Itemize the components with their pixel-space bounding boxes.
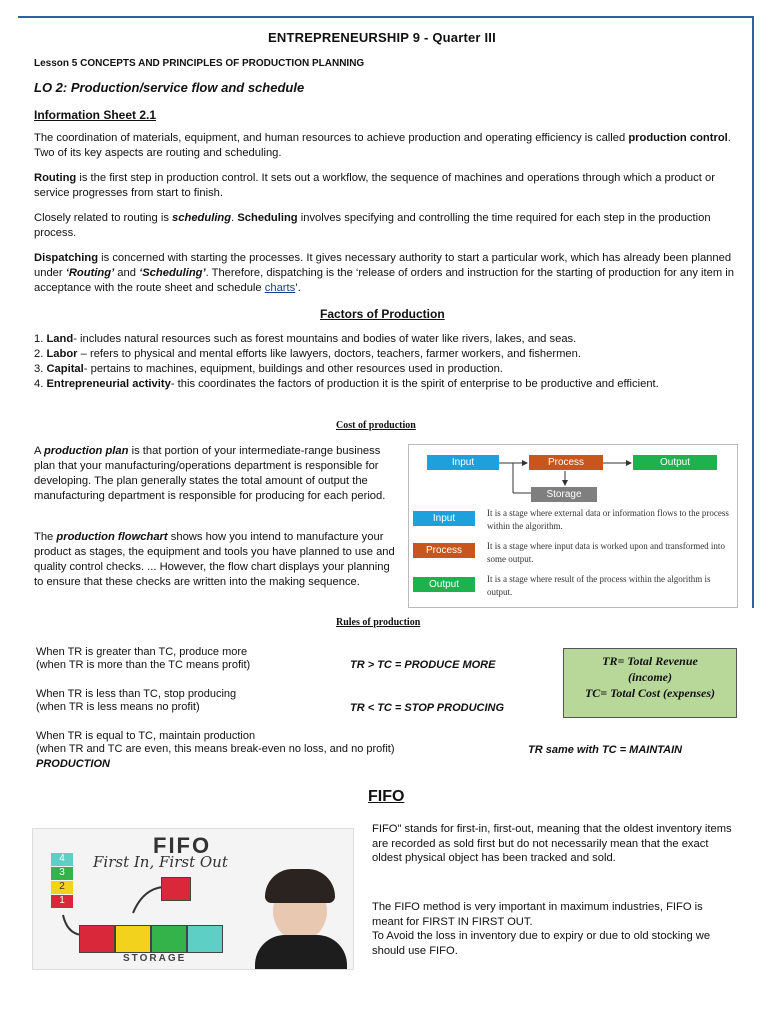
info-sheet-heading: Information Sheet 2.1 [34, 108, 157, 122]
flow-storage-box: Storage [531, 487, 597, 502]
paragraph-flowchart: The production flowchart shows how you intend to manufacture your product as stages, the equipment and tools you have planned to use and quality control checks. ... However, the flow chart displays your planning to ensure that these checks are written into the making sequence. [34, 531, 395, 588]
tr-tc-definition-box: TR= Total Revenue (income) TC= Total Cost (expenses) [563, 648, 737, 718]
fifo-heading: FIFO [368, 788, 405, 805]
fifo-importance: The FIFO method is very important in maximum industries, FIFO is meant for FIRST IN FIRST OUT. [372, 901, 703, 928]
fifo-img-title: FIFO [153, 833, 212, 858]
rule-3-formula-cont: PRODUCTION [36, 758, 110, 770]
person-jacket [255, 935, 347, 970]
flowchart-diagram [408, 444, 738, 608]
paragraph-routing: Routing is the first step in production control. It sets out a workflow, the sequence of machines and operations through which a product or service progresses from start to finish. [34, 172, 715, 199]
stack-box: 4 [51, 853, 73, 866]
fifo-avoid-loss: To Avoid the loss in inventory due to expiry or due to old stocking we should use FIFO. [372, 930, 711, 957]
paragraph-scheduling: Closely related to routing is scheduling. Scheduling involves specifying and controlling the time required for each step in the production process. [34, 212, 711, 239]
flow-input-box: Input [427, 455, 499, 470]
legend-process-desc: It is a stage where input data is worked upon and transformed into some output. [487, 541, 725, 564]
stack-box: 2 [51, 881, 73, 894]
person-hair [265, 869, 335, 903]
learning-objective: LO 2: Production/service flow and schedule [34, 80, 305, 95]
storage-box-yellow [115, 925, 151, 953]
fifo-definition: FIFO" stands for first-in, first-out, meaning that the oldest inventory items are recorded as sold first but do not necessarily mean that the exact oldest physical object has been tracked and sold. [372, 823, 732, 864]
factors-list [34, 332, 744, 392]
rule-3-formula: TR same with TC = MAINTAIN [528, 744, 683, 756]
rule-1-formula: TR > TC = PRODUCE MORE [350, 659, 496, 671]
lesson-heading: Lesson 5 CONCEPTS AND PRINCIPLES OF PRODUCTION PLANNING [34, 58, 365, 69]
rule-3-text: When TR is equal to TC, maintain production (when TR and TC are even, this means break-even no loss, and no profit) [36, 730, 395, 755]
factor-item: 1. Land- includes natural resources such as forest mountains and bodies of water like rivers, lakes, and seas. [34, 333, 577, 345]
rule-2-formula: TR < TC = STOP PRODUCING [350, 702, 505, 714]
charts-link[interactable]: charts [264, 282, 296, 294]
legend-output-box: Output [413, 577, 475, 592]
factors-heading: Factors of Production [320, 307, 445, 321]
flow-process-box: Process [529, 455, 603, 470]
storage-label: STORAGE [123, 953, 187, 964]
rule-1-text: When TR is greater than TC, produce more (when TR is more than the TC means profit) [36, 646, 251, 671]
rules-heading: Rules of production [336, 617, 421, 628]
factor-item: 3. Capital- pertains to machines, equipment, buildings and other resources used in production. [34, 363, 503, 375]
stack-box: 3 [51, 867, 73, 880]
flow-output-box: Output [633, 455, 717, 470]
legend-input-desc: It is a stage where external data or information flows to the process within the algorithm. [487, 508, 729, 531]
rule-2-text: When TR is less than TC, stop producing (when TR is less means no profit) [36, 688, 237, 713]
legend-output-desc: It is a stage where result of the process within the algorithm is output. [487, 574, 711, 597]
legend-input-box: Input [413, 511, 475, 526]
paragraph-production-control: The coordination of materials, equipment, and human resources to achieve production and operating efficiency is called production control. Two of its key aspects are routing and scheduling. [34, 132, 731, 159]
factor-item: 4. Entrepreneurial activity- this coordinates the factors of production it is the spirit of enterprise to be productive and efficient. [34, 378, 659, 390]
stack-box: 1 [51, 895, 73, 908]
legend-process-box: Process [413, 543, 475, 558]
storage-box-teal [187, 925, 223, 953]
paragraph-production-plan: A production plan is that portion of your intermediate-range business plan that your manufacturing/operations department is responsible for developing. The plan generally states the total amount of output the manufacturing department is responsible for producing for each period. [34, 445, 386, 502]
outgoing-box [161, 877, 191, 901]
factor-item: 2. Labor – refers to physical and mental efforts like lawyers, doctors, teachers, farmer workers, and fishermen. [34, 348, 581, 360]
cost-heading: Cost of production [336, 420, 416, 431]
storage-box-red [79, 925, 115, 953]
storage-box-green [151, 925, 187, 953]
fifo-illustration [32, 828, 354, 970]
page-title: ENTREPRENEURSHIP 9 - Quarter III [268, 30, 496, 45]
fifo-img-subtitle: First In, First Out [93, 853, 228, 871]
paragraph-dispatching: Dispatching is concerned with starting the processes. It gives necessary authority to start a particular work, which has already been planned under ‘Routing’ and ‘Scheduling’. Therefore, dispatching is the ‘release of orders and instruction for the starting of production for any item in acceptance with the route sheet and schedule charts’. [34, 252, 734, 294]
